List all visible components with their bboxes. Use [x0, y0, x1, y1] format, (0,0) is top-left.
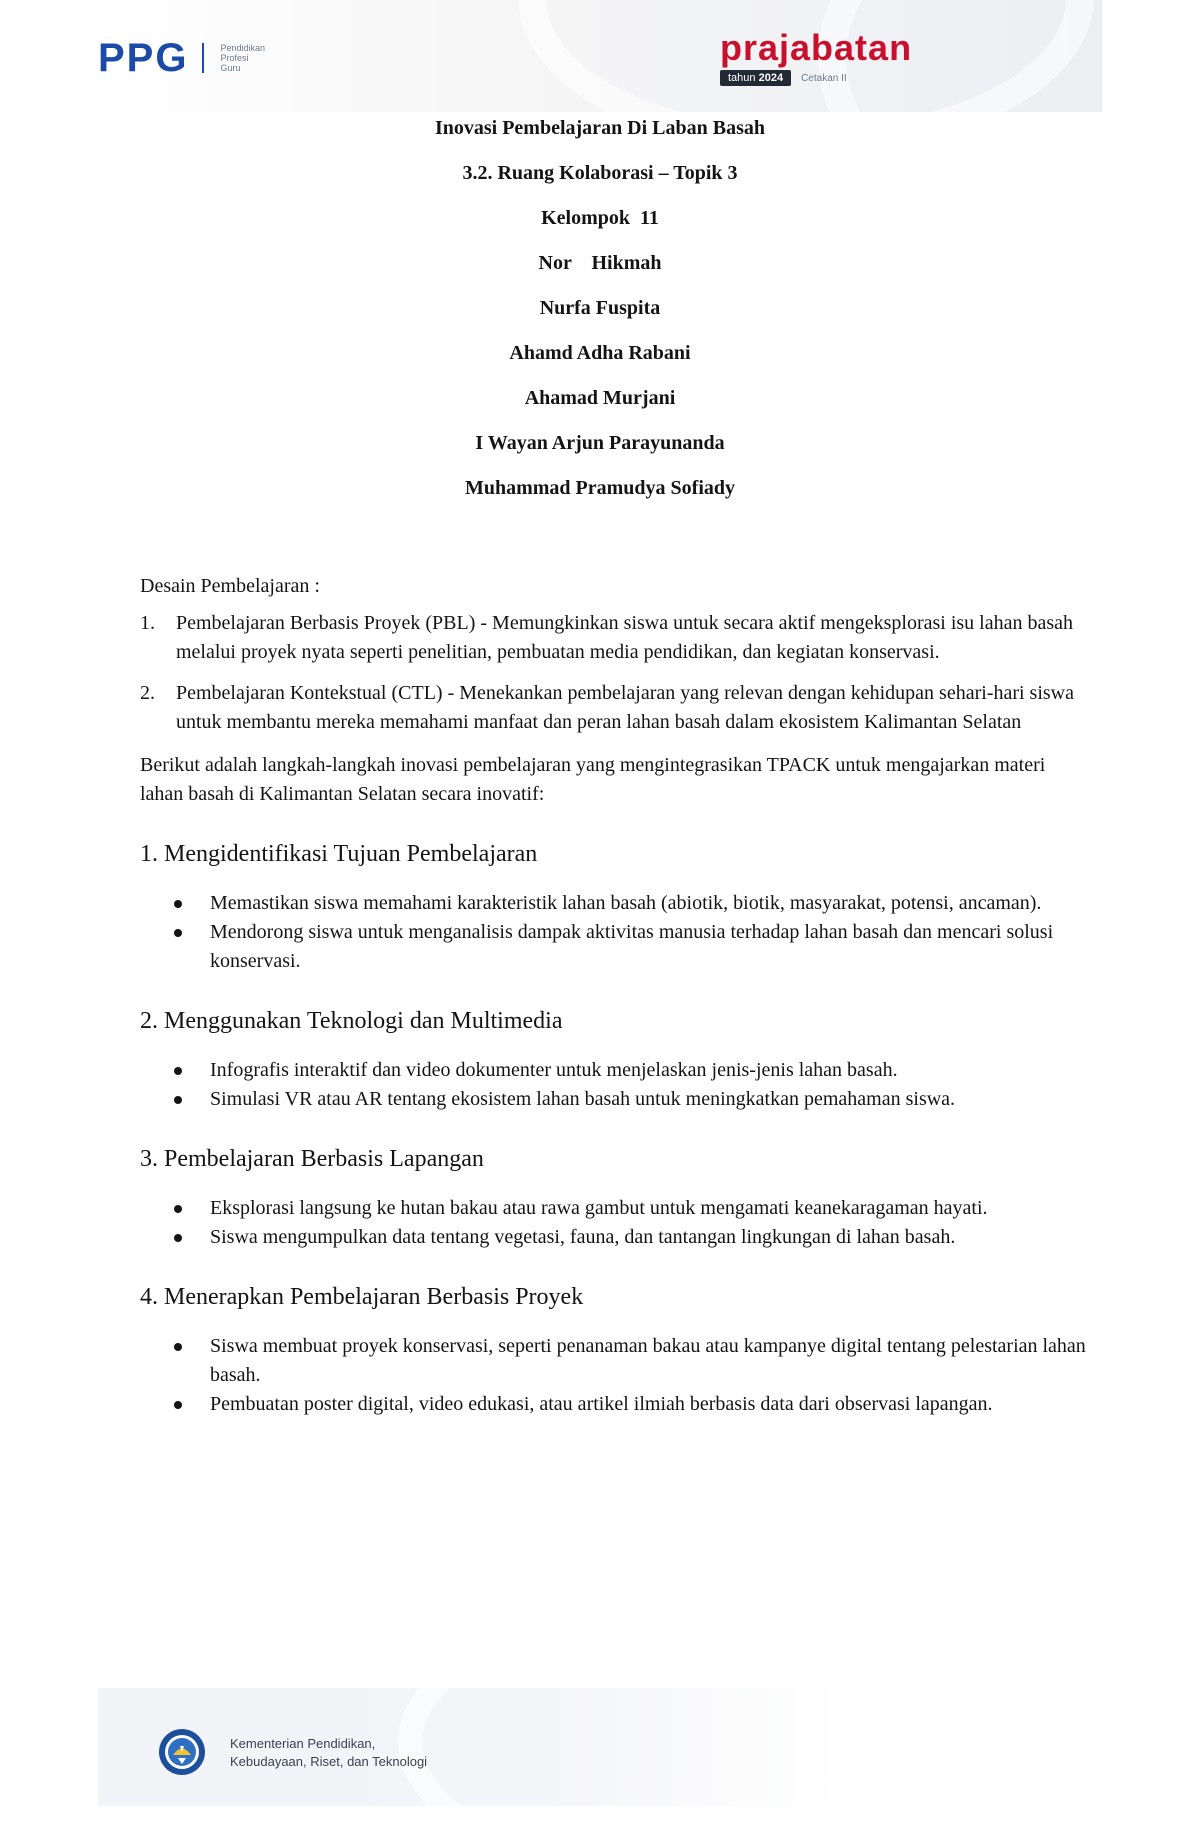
ppg-sub-line: Profesi	[220, 53, 249, 63]
step-section	[140, 1282, 1090, 1419]
ppg-logo-subtitle	[220, 43, 265, 73]
list-item-text: Pembelajaran Kontekstual (CTL) - Menekankan pembelajaran yang relevan dengan kehidupan sehari-hari siswa untuk membantu mereka memahami manfaat dan peran lahan basah dalam ekosistem Kalimantan Selatan	[176, 682, 1074, 733]
bullet-item	[140, 1056, 1090, 1085]
step-heading: 3. Pembelajaran Berbasis Lapangan	[140, 1146, 484, 1172]
bullet-item	[140, 889, 1090, 918]
ministry-name-line: Kebudayaan, Riset, dan Teknologi	[230, 1754, 428, 1769]
bullet-list	[140, 1332, 1090, 1419]
bullet-icon	[140, 1085, 210, 1114]
group-label: Kelompok 11	[541, 207, 659, 229]
bullet-icon	[140, 889, 210, 918]
member-name: Nurfa Fuspita	[539, 297, 661, 319]
bullet-list	[140, 889, 1090, 976]
bullet-text: Pembuatan poster digital, video edukasi, atau artikel ilmiah berbasis data dari observasi lapangan.	[210, 1393, 993, 1415]
bullet-item	[140, 1085, 1090, 1114]
footer-banner	[98, 1688, 842, 1806]
list-item	[140, 679, 1090, 737]
tut-wuri-handayani-logo-icon	[158, 1728, 206, 1776]
bullet-item	[140, 1223, 1090, 1252]
prajabatan-wordmark: prajabatan	[720, 27, 913, 68]
list-number: 1.	[140, 612, 155, 634]
bullet-icon	[140, 1056, 210, 1085]
design-label: Desain Pembelajaran :	[140, 575, 320, 597]
member-name: Muhammad Pramudya Sofiady	[464, 477, 736, 499]
year-badge	[720, 70, 791, 86]
bullet-item	[140, 918, 1090, 976]
step-heading: 2. Menggunakan Teknologi dan Multimedia	[140, 1008, 563, 1034]
member-name: I Wayan Arjun Parayunanda	[475, 432, 725, 454]
step-heading: 1. Mengidentifikasi Tujuan Pembelajaran	[140, 841, 538, 867]
bullet-item	[140, 1390, 1090, 1419]
bullet-text: Siswa mengumpulkan data tentang vegetasi, fauna, dan tantangan lingkungan di lahan basah.	[210, 1226, 956, 1248]
document-subtitle: 3.2. Ruang Kolaborasi – Topik 3	[462, 162, 738, 184]
ministry-name-line: Kementerian Pendidikan,	[230, 1736, 376, 1751]
year-badge-value: 2024	[758, 72, 784, 84]
bullet-text: Eksplorasi langsung ke hutan bakau atau rawa gambut untuk mengamati keanekaragaman hayati.	[210, 1197, 988, 1219]
ppg-sub-line: Guru	[220, 63, 241, 73]
step-section	[140, 839, 1090, 976]
bullet-text: Siswa membuat proyek konservasi, seperti penanaman bakau atau kampanye digital tentang pelestarian lahan basah.	[210, 1335, 1086, 1386]
document-title: Inovasi Pembelajaran Di Laban Basah	[434, 117, 766, 139]
bullet-text: Mendorong siswa untuk menganalisis dampak aktivitas manusia terhadap lahan basah dan mencari solusi konservasi.	[210, 921, 1054, 972]
ppg-sub-line: Pendidikan	[220, 43, 266, 53]
step-section	[140, 1144, 1090, 1252]
ppg-logo	[98, 38, 265, 78]
list-item	[140, 609, 1090, 667]
ppg-logo-text: PPG	[98, 36, 189, 80]
bullet-text: Simulasi VR atau AR tentang ekosistem lahan basah untuk meningkatkan pemahaman siswa.	[210, 1088, 956, 1110]
bullet-text: Memastikan siswa memahami karakteristik lahan basah (abiotik, biotik, masyarakat, potensi, ancaman).	[210, 892, 1042, 914]
bullet-icon	[140, 1194, 210, 1223]
bullet-item	[140, 1194, 1090, 1223]
header-banner	[98, 0, 1102, 112]
bullet-list	[140, 1194, 1090, 1252]
logo-divider	[202, 43, 204, 73]
document-body	[140, 572, 1090, 1419]
step-section	[140, 1006, 1090, 1114]
list-item-text: Pembelajaran Berbasis Proyek (PBL) - Memungkinkan siswa untuk secara aktif mengeksplorasi isu lahan basah melalui proyek nyata seperti penelitian, pembuatan media pendidikan, dan kegiatan konservasi.	[176, 612, 1074, 663]
bullet-icon	[140, 918, 210, 976]
prajabatan-logo	[720, 27, 913, 86]
bullet-icon	[140, 1223, 210, 1252]
intro-paragraph: Berikut adalah langkah-langkah inovasi pembelajaran yang mengintegrasikan TPACK untuk mengajarkan materi lahan basah di Kalimantan Selatan secara inovatif:	[140, 754, 1046, 805]
edition-label: Cetakan II	[801, 72, 847, 84]
list-number: 2.	[140, 682, 155, 704]
document-title-block	[0, 106, 1200, 511]
bullet-item	[140, 1332, 1090, 1390]
bullet-icon	[140, 1332, 210, 1390]
member-name: Nor Hikmah	[538, 252, 662, 274]
member-name: Ahamd Adha Rabani	[509, 342, 691, 364]
member-name: Ahamad Murjani	[524, 387, 676, 409]
bullet-text: Infografis interaktif dan video dokumenter untuk menjelaskan jenis-jenis lahan basah.	[210, 1059, 898, 1081]
step-heading: 4. Menerapkan Pembelajaran Berbasis Proyek	[140, 1284, 584, 1310]
design-list	[140, 609, 1090, 737]
ministry-name	[230, 1735, 427, 1771]
bullet-list	[140, 1056, 1090, 1114]
bullet-icon	[140, 1390, 210, 1419]
year-badge-label: tahun	[728, 72, 756, 84]
